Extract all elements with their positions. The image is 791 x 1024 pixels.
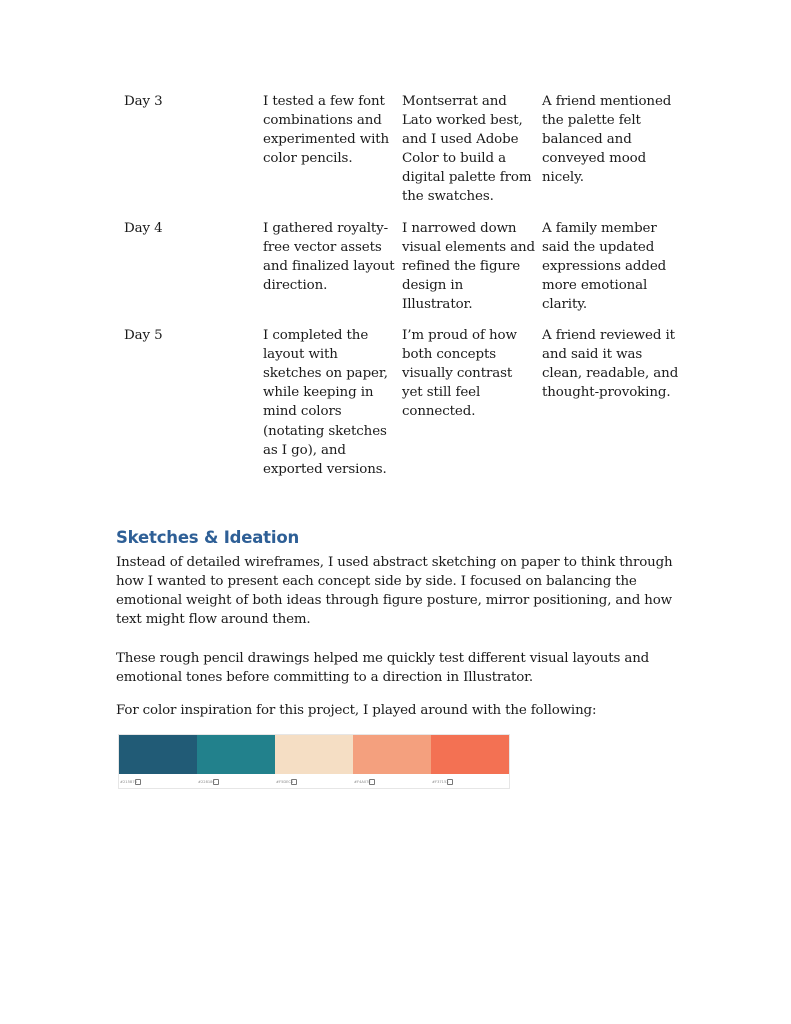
body-paragraph: For color inspiration for this project, I played around with the following: xyxy=(116,703,597,718)
palette-labels xyxy=(119,774,509,788)
copy-icon[interactable] xyxy=(369,779,375,785)
hex-code: #F4A07E xyxy=(354,780,371,784)
hex-code: #F37153 xyxy=(432,780,449,784)
activity-cell: I gathered royalty-free vector assets and finalized layout direction. xyxy=(263,220,395,293)
color-swatch xyxy=(431,735,509,774)
copy-icon[interactable] xyxy=(213,779,219,785)
copy-icon[interactable] xyxy=(291,779,297,785)
color-swatch xyxy=(353,735,431,774)
body-paragraph: Instead of detailed wireframes, I used abstract sketching on paper to think through how I wanted to present each concept side by side. I focused on balancing the emotional weight of both ideas through figure posture, mirror positioning, and how text might flow around them. xyxy=(116,555,673,628)
palette-swatches xyxy=(119,735,509,774)
feedback-cell: A friend reviewed it and said it was clean, readable, and thought-provoking. xyxy=(542,328,679,401)
reflection-cell: I narrowed down visual elements and refined the figure design in Illustrator. xyxy=(402,220,536,312)
section-heading: Sketches & Ideation xyxy=(116,528,300,547)
table-row xyxy=(116,326,686,479)
reflection-cell: I’m proud of how both concepts visually contrast yet still feel connected. xyxy=(402,328,517,420)
swatch-label xyxy=(353,774,431,788)
swatch-label xyxy=(275,774,353,788)
hex-code: #F5DEC4 xyxy=(276,780,294,784)
feedback-cell: A family member said the updated expressions added more emotional clarity. xyxy=(542,220,667,312)
color-swatch xyxy=(275,735,353,774)
swatch-label xyxy=(119,774,197,788)
copy-icon[interactable] xyxy=(135,779,141,785)
day-cell: Day 3 xyxy=(124,94,163,109)
day-cell: Day 4 xyxy=(124,220,163,236)
color-swatch xyxy=(197,735,275,774)
copy-icon[interactable] xyxy=(447,779,453,785)
reflection-cell: Montserrat and Lato worked best, and I used Adobe Color to build a digital palette from the swatches. xyxy=(402,94,532,205)
hex-code: #22818C xyxy=(198,780,215,784)
progress-log-table xyxy=(116,92,686,491)
activity-cell: I tested a few font combinations and experimented with color pencils. xyxy=(263,94,390,167)
activity-cell: I completed the layout with sketches on paper, while keeping in mind colors (notating sketches as I go), and exported versions. xyxy=(263,328,388,477)
table-row xyxy=(116,219,686,314)
table-row xyxy=(116,92,686,207)
hex-code: #215B76 xyxy=(120,780,137,784)
body-paragraph: These rough pencil drawings helped me quickly test different visual layouts and emotional tones before committing to a direction in Illustrator. xyxy=(116,651,650,686)
feedback-cell: A friend mentioned the palette felt balanced and conveyed mood nicely. xyxy=(542,94,672,186)
day-cell: Day 5 xyxy=(124,328,163,344)
swatch-label xyxy=(431,774,509,788)
swatch-label xyxy=(197,774,275,788)
color-palette xyxy=(118,734,510,789)
color-swatch xyxy=(119,735,197,774)
